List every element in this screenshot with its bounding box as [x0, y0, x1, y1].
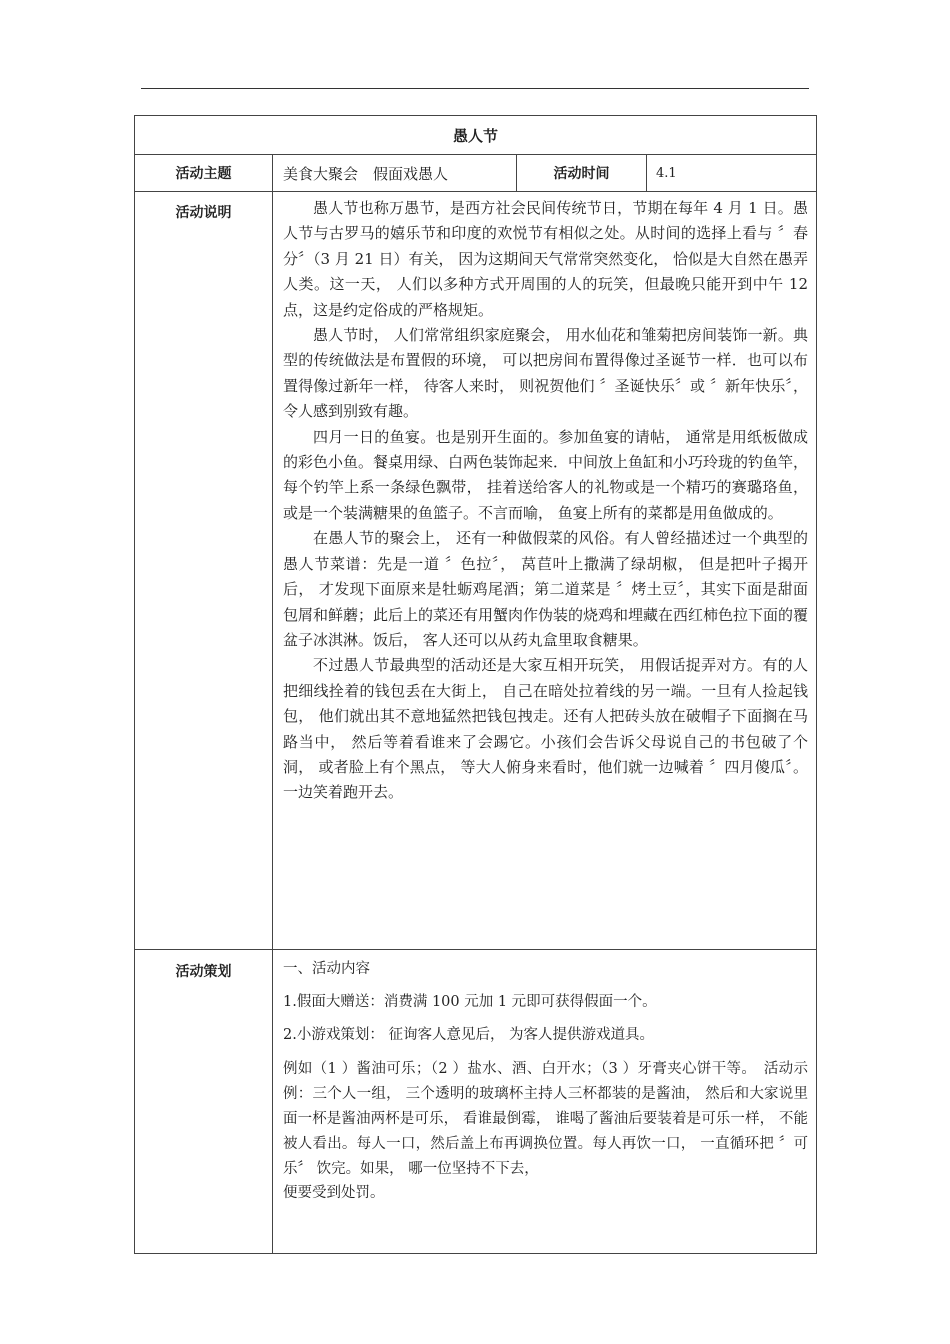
plan-tail: 便要受到处罚。	[283, 1185, 385, 1201]
description-paragraph: 愚人节时， 人们常常组织家庭聚会， 用水仙花和雏菊把房间装饰一新。典型的传统做法是布置假的环境， 可以把房间布置得像过圣诞节一样．也可以布置得像过新年一样， 待客人来时， 则祝贺他们 〞圣诞快乐〞或 〞新年快乐〞， 令人感到别致有趣。	[283, 326, 809, 421]
theme-value: 美食大聚会 假面戏愚人	[273, 155, 517, 192]
time-value: 4.1	[647, 155, 817, 192]
plan-item-1: 1.假面大赠送：消费满 100 元加 1 元即可获得假面一个。	[283, 994, 657, 1010]
description-paragraph: 在愚人节的聚会上， 还有一种做假菜的风俗。有人曾经描述过一个典型的愚人节菜谱：先是一道 〞色拉〞， 莴苣叶上撒满了绿胡椒， 但是把叶子揭开后， 才发现下面原来是牡蛎鸡尾酒；第二道菜是 〞烤土豆〞，其实下面是甜面包屑和鲜蘑；此后上的菜还有用蟹肉作伪装的烧鸡和埋藏在西红柿色拉下面的覆盆子冰淇淋。饭后， 客人还可以从药丸盒里取食糖果。	[283, 529, 809, 649]
activity-table	[134, 115, 817, 1254]
header-rule	[141, 88, 809, 89]
description-cell	[273, 192, 817, 950]
plan-item-2: 2.小游戏策划： 征询客人意见后， 为客人提供游戏道具。	[283, 1027, 655, 1043]
plan-example: 例如（1 ）酱油可乐；（2 ）盐水、酒、白开水；（3 ）牙膏夹心饼干等。 活动示例：三个人一组， 三个透明的玻璃杯主持人三杯都装的是酱油， 然后和大家说里面一杯是酱油两杯是可乐， 看谁最倒霉， 谁喝了酱油后要装着是可乐一样， 不能被人看出。每人一口，然后盖上布再调换位置。每人再饮一口， 一直循环把 〞可乐〞 饮完。如果， 哪一位坚持不下去，	[283, 1061, 809, 1177]
description-label: 活动说明	[135, 192, 273, 950]
plan-heading: 一、活动内容	[283, 961, 370, 977]
table-title: 愚人节	[135, 116, 817, 155]
description-paragraph: 不过愚人节最典型的活动还是大家互相开玩笑， 用假话捉弄对方。有的人把细线拴着的钱包丢在大街上， 自己在暗处拉着线的另一端。一旦有人捡起钱包， 他们就出其不意地猛然把钱包拽走。还有人把砖头放在破帽子下面搁在马路当中， 然后等着看谁来了会踢它。小孩们会告诉父母说自己的书包破了个洞， 或者脸上有个黑点， 等大人俯身来看时，他们就一边喊着 〞四月傻瓜〞。一边笑着跑开去。	[283, 656, 809, 802]
plan-label: 活动策划	[135, 950, 273, 1254]
theme-label: 活动主题	[135, 155, 273, 192]
description-paragraph: 四月一日的鱼宴。也是别开生面的。参加鱼宴的请帖， 通常是用纸板做成的彩色小鱼。餐桌用绿、白两色装饰起来．中间放上鱼缸和小巧玲珑的钓鱼竿， 每个钓竿上系一条绿色飘带， 挂着送给客人的礼物或是一个精巧的赛璐珞鱼， 或是一个装满糖果的鱼篮子。不言而喻， 鱼宴上所有的菜都是用鱼做成的。	[283, 427, 809, 522]
time-label: 活动时间	[517, 155, 647, 192]
description-paragraph: 愚人节也称万愚节，是西方社会民间传统节日，节期在每年 4 月 1 日。愚人节与古罗马的嬉乐节和印度的欢悦节有相似之处。从时间的选择上看与 〞春分〞（3 月 21 日）有关， 因为这期间天气常常突然变化， 恰似是大自然在愚弄人类。这一天， 人们以多种方式开周围的人的玩笑，但最晚只能开到中午 12 点，这是约定俗成的严格规矩。	[283, 199, 809, 319]
plan-cell	[273, 950, 817, 1254]
